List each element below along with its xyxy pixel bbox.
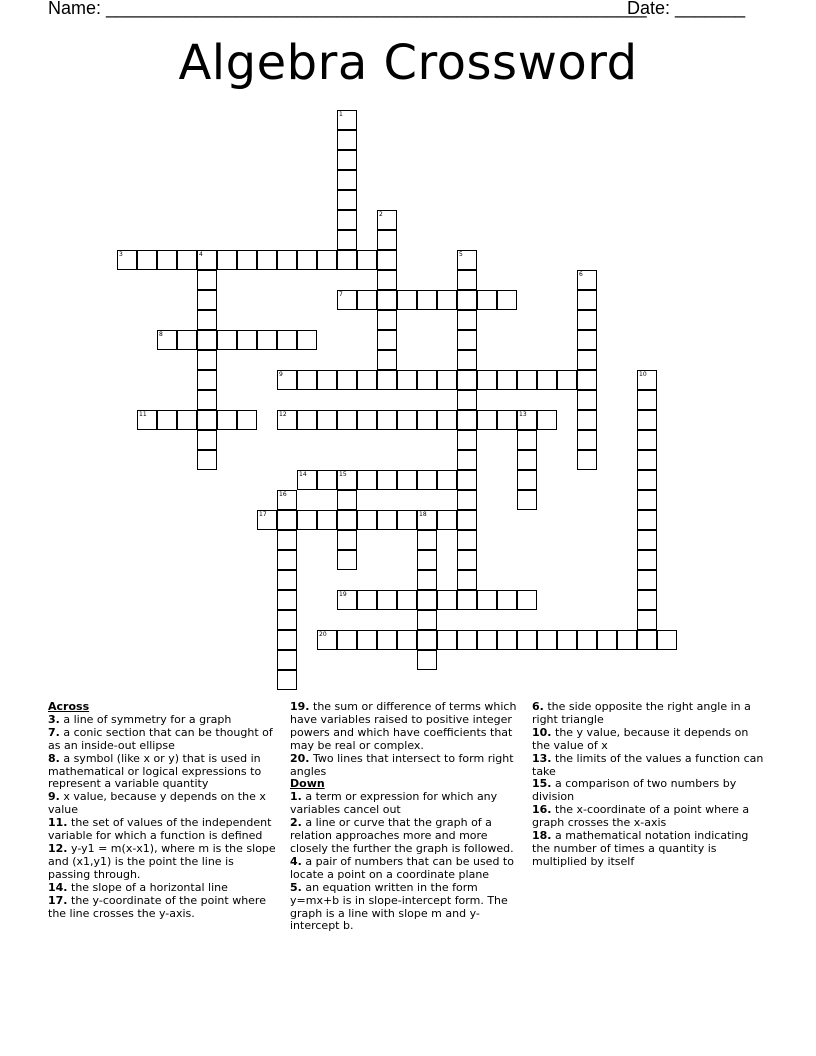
crossword-cell[interactable] — [497, 630, 517, 650]
crossword-cell[interactable] — [337, 550, 357, 570]
crossword-cell[interactable] — [577, 310, 597, 330]
crossword-cell[interactable] — [397, 510, 417, 530]
clue-number: 11 — [139, 411, 147, 418]
crossword-cell[interactable] — [117, 250, 137, 270]
crossword-cell[interactable] — [637, 510, 657, 530]
crossword-cell[interactable] — [337, 210, 357, 230]
crossword-cell[interactable] — [457, 410, 477, 430]
crossword-cell[interactable] — [437, 290, 457, 310]
crossword-cell[interactable] — [237, 250, 257, 270]
clue-text: the set of values of the independent variable for which a function is defined — [48, 816, 272, 843]
crossword-cell[interactable] — [297, 330, 317, 350]
crossword-cell[interactable] — [637, 370, 657, 390]
crossword-cell[interactable] — [197, 350, 217, 370]
crossword-cell[interactable] — [237, 410, 257, 430]
crossword-cell[interactable] — [217, 250, 237, 270]
crossword-cell[interactable] — [357, 630, 377, 650]
crossword-cell[interactable] — [457, 490, 477, 510]
crossword-cell[interactable] — [577, 450, 597, 470]
clue-number: 18 — [419, 511, 427, 518]
clue-number: 5 — [459, 251, 463, 258]
clue-text: the limits of the values a function can take — [532, 751, 764, 778]
across-clue — [48, 895, 276, 921]
crossword-cell[interactable] — [637, 430, 657, 450]
crossword-cell[interactable] — [377, 510, 397, 530]
clue-num: 12. — [48, 841, 68, 855]
clue-number: 14 — [299, 471, 307, 478]
crossword-cell[interactable] — [537, 370, 557, 390]
clue-num: 14. — [48, 880, 68, 894]
crossword-cell[interactable] — [457, 290, 477, 310]
crossword-cell[interactable] — [157, 330, 177, 350]
clue-text: the y value, because it depends on the value of x — [532, 725, 749, 752]
crossword-cell[interactable] — [577, 370, 597, 390]
crossword-cell[interactable] — [417, 530, 437, 550]
crossword-cell[interactable] — [417, 570, 437, 590]
crossword-cell[interactable] — [457, 630, 477, 650]
crossword-cell[interactable] — [577, 270, 597, 290]
crossword-cell[interactable] — [197, 370, 217, 390]
crossword-cell[interactable] — [357, 470, 377, 490]
crossword-cell[interactable] — [637, 490, 657, 510]
crossword-cell[interactable] — [357, 370, 377, 390]
crossword-cell[interactable] — [657, 630, 677, 650]
crossword-cell[interactable] — [297, 370, 317, 390]
page-title: Algebra Crossword — [178, 35, 638, 91]
clue-num: 2. — [290, 816, 302, 830]
crossword-cell[interactable] — [277, 330, 297, 350]
clue-text: a symbol (like x or y) that is used in mathematical or logical expressions to represent a variable quantity — [48, 751, 262, 791]
crossword-cell[interactable] — [397, 590, 417, 610]
crossword-cell[interactable] — [437, 510, 457, 530]
crossword-cell[interactable] — [257, 510, 277, 530]
crossword-cell[interactable] — [397, 410, 417, 430]
clue-text: the slope of a horizontal line — [71, 880, 228, 894]
crossword-cell[interactable] — [377, 590, 397, 610]
clue-number: 1 — [339, 111, 343, 118]
crossword-cell[interactable] — [177, 250, 197, 270]
crossword-cell[interactable] — [377, 290, 397, 310]
across-clue — [48, 817, 276, 843]
clue-num: 20. — [290, 751, 310, 765]
crossword-cell[interactable] — [197, 290, 217, 310]
clue-num: 5. — [290, 880, 302, 894]
down-clue — [532, 753, 768, 779]
crossword-cell[interactable] — [637, 530, 657, 550]
crossword-cell[interactable] — [517, 590, 537, 610]
down-clue — [290, 882, 526, 934]
crossword-cell[interactable] — [297, 410, 317, 430]
across-clue — [290, 701, 526, 753]
crossword-cell[interactable] — [257, 250, 277, 270]
crossword-cell[interactable] — [577, 330, 597, 350]
crossword-cell[interactable] — [277, 410, 297, 430]
clue-text: a term or expression for which any variables cancel out — [290, 790, 498, 817]
crossword-cell[interactable] — [437, 630, 457, 650]
crossword-cell[interactable] — [337, 110, 357, 130]
crossword-cell[interactable] — [217, 410, 237, 430]
crossword-cell[interactable] — [417, 650, 437, 670]
clues-column-1 — [48, 701, 276, 920]
crossword-cell[interactable] — [277, 630, 297, 650]
clue-number: 12 — [279, 411, 287, 418]
clue-text: the x-coordinate of a point where a graph crosses the x-axis — [532, 803, 750, 830]
crossword-cell[interactable] — [457, 270, 477, 290]
crossword-cell[interactable] — [197, 250, 217, 270]
crossword-cell[interactable] — [457, 530, 477, 550]
across-clue — [48, 753, 276, 792]
crossword-cell[interactable] — [417, 370, 437, 390]
crossword-cell[interactable] — [457, 330, 477, 350]
clue-text: an equation written in the form y=mx+b is in slope-intercept form. The graph is a line with slope m and y-intercept b. — [290, 880, 508, 933]
crossword-cell[interactable] — [357, 590, 377, 610]
crossword-cell[interactable] — [337, 370, 357, 390]
down-heading: Down — [290, 777, 325, 791]
clue-text: the y-coordinate of the point where the line crosses the y-axis. — [48, 893, 266, 920]
crossword-cell[interactable] — [197, 430, 217, 450]
clue-num: 13. — [532, 751, 552, 765]
crossword-cell[interactable] — [297, 510, 317, 530]
clue-text: x value, because y depends on the x value — [48, 790, 266, 817]
crossword-cell[interactable] — [377, 470, 397, 490]
crossword-cell[interactable] — [457, 370, 477, 390]
clue-number: 13 — [519, 411, 527, 418]
clues-column-3 — [532, 701, 768, 869]
clue-text: a mathematical notation indicating the number of times a quantity is multiplied by itself — [532, 829, 749, 868]
date-field-label: Date: _______ — [627, 0, 746, 18]
crossword-cell[interactable] — [377, 250, 397, 270]
crossword-cell[interactable] — [337, 170, 357, 190]
down-clue — [532, 727, 768, 753]
down-clue — [290, 817, 526, 856]
crossword-cell[interactable] — [457, 390, 477, 410]
crossword-cell[interactable] — [397, 470, 417, 490]
down-clue — [532, 830, 768, 869]
down-clue — [532, 701, 768, 727]
crossword-cell[interactable] — [337, 410, 357, 430]
across-heading: Across — [48, 700, 90, 713]
crossword-cell[interactable] — [437, 590, 457, 610]
crossword-cell[interactable] — [277, 250, 297, 270]
crossword-cell[interactable] — [337, 250, 357, 270]
clue-number: 10 — [639, 371, 647, 378]
crossword-cell[interactable] — [197, 390, 217, 410]
crossword-cell[interactable] — [517, 630, 537, 650]
clue-num: 6. — [532, 700, 544, 713]
crossword-cell[interactable] — [377, 210, 397, 230]
crossword-cell[interactable] — [197, 410, 217, 430]
clue-num: 3. — [48, 712, 60, 726]
crossword-cell[interactable] — [417, 550, 437, 570]
clue-num: 18. — [532, 829, 552, 843]
crossword-cell[interactable] — [317, 410, 337, 430]
crossword-cell[interactable] — [337, 230, 357, 250]
crossword-cell[interactable] — [517, 490, 537, 510]
clue-text: a line of symmetry for a graph — [63, 712, 232, 726]
crossword-cell[interactable] — [377, 230, 397, 250]
crossword-cell[interactable] — [457, 310, 477, 330]
clue-text: a comparison of two numbers by division — [532, 777, 737, 804]
down-clue — [290, 856, 526, 882]
crossword-cell[interactable] — [417, 630, 437, 650]
crossword-cell[interactable] — [637, 550, 657, 570]
crossword-cell[interactable] — [337, 490, 357, 510]
crossword-cell[interactable] — [497, 370, 517, 390]
across-clue — [48, 843, 276, 882]
clue-number: 7 — [339, 291, 343, 298]
crossword-cell[interactable] — [497, 590, 517, 610]
crossword-cell[interactable] — [477, 370, 497, 390]
across-clue — [290, 753, 526, 779]
crossword-cell[interactable] — [477, 630, 497, 650]
clue-num: 8. — [48, 751, 60, 765]
crossword-cell[interactable] — [137, 250, 157, 270]
crossword-cell[interactable] — [637, 630, 657, 650]
crossword-cell[interactable] — [457, 590, 477, 610]
crossword-cell[interactable] — [457, 450, 477, 470]
crossword-cell[interactable] — [277, 650, 297, 670]
crossword-cell[interactable] — [177, 330, 197, 350]
crossword-cell[interactable] — [637, 410, 657, 430]
crossword-cell[interactable] — [417, 470, 437, 490]
crossword-cell[interactable] — [457, 570, 477, 590]
clue-text: a conic section that can be thought of as an inside-out ellipse — [48, 725, 273, 752]
crossword-cell[interactable] — [397, 630, 417, 650]
clue-num: 16. — [532, 803, 552, 817]
crossword-cell[interactable] — [417, 610, 437, 630]
clue-number: 16 — [279, 491, 287, 498]
crossword-cell[interactable] — [637, 590, 657, 610]
crossword-cell[interactable] — [277, 670, 297, 690]
crossword-cell[interactable] — [457, 430, 477, 450]
crossword-cell[interactable] — [277, 370, 297, 390]
crossword-cell[interactable] — [457, 550, 477, 570]
crossword-cell[interactable] — [557, 370, 577, 390]
crossword-cell[interactable] — [277, 490, 297, 510]
crossword-cell[interactable] — [297, 470, 317, 490]
crossword-cell[interactable] — [577, 350, 597, 370]
crossword-cell[interactable] — [637, 570, 657, 590]
clue-text: a pair of numbers that can be used to locate a point on a coordinate plane — [290, 854, 514, 881]
clue-number: 3 — [119, 251, 123, 258]
crossword-cell[interactable] — [257, 330, 277, 350]
down-clue — [532, 804, 768, 830]
crossword-cell[interactable] — [517, 430, 537, 450]
clue-number: 20 — [319, 631, 327, 638]
crossword-cell[interactable] — [597, 630, 617, 650]
crossword-cell[interactable] — [317, 250, 337, 270]
crossword-cell[interactable] — [577, 430, 597, 450]
crossword-cell[interactable] — [357, 250, 377, 270]
crossword-cell[interactable] — [317, 470, 337, 490]
crossword-cell[interactable] — [477, 410, 497, 430]
clue-text: Two lines that intersect to form right angles — [290, 751, 514, 778]
crossword-cell[interactable] — [537, 410, 557, 430]
crossword-cell[interactable] — [477, 290, 497, 310]
crossword-cell[interactable] — [577, 410, 597, 430]
crossword-cell[interactable] — [337, 630, 357, 650]
crossword-cell[interactable] — [377, 630, 397, 650]
crossword-cell[interactable] — [417, 290, 437, 310]
clue-number: 17 — [259, 511, 267, 518]
across-clue — [48, 791, 276, 817]
crossword-cell[interactable] — [357, 510, 377, 530]
crossword-cell[interactable] — [177, 410, 197, 430]
crossword-cell[interactable] — [377, 330, 397, 350]
crossword-cell[interactable] — [577, 390, 597, 410]
clue-num: 15. — [532, 777, 552, 791]
crossword-cell[interactable] — [417, 590, 437, 610]
crossword-cell[interactable] — [337, 510, 357, 530]
crossword-cell[interactable] — [437, 370, 457, 390]
crossword-cell[interactable] — [537, 630, 557, 650]
clue-num: 4. — [290, 854, 302, 868]
crossword-cell[interactable] — [337, 130, 357, 150]
crossword-cell[interactable] — [217, 330, 237, 350]
crossword-cell[interactable] — [277, 570, 297, 590]
crossword-cell[interactable] — [137, 410, 157, 430]
crossword-cell[interactable] — [197, 330, 217, 350]
clue-num: 10. — [532, 725, 552, 739]
crossword-cell[interactable] — [277, 610, 297, 630]
crossword-cell[interactable] — [637, 390, 657, 410]
crossword-cell[interactable] — [517, 470, 537, 490]
crossword-cell[interactable] — [517, 370, 537, 390]
crossword-cell[interactable] — [277, 590, 297, 610]
crossword-cell[interactable] — [577, 290, 597, 310]
crossword-cell[interactable] — [457, 470, 477, 490]
crossword-cell[interactable] — [277, 530, 297, 550]
crossword-cell[interactable] — [417, 510, 437, 530]
crossword-cell[interactable] — [577, 630, 597, 650]
clue-num: 1. — [290, 790, 302, 804]
crossword-cell[interactable] — [477, 590, 497, 610]
crossword-cell[interactable] — [377, 350, 397, 370]
crossword-cell[interactable] — [357, 410, 377, 430]
crossword-cell[interactable] — [557, 630, 577, 650]
crossword-cell[interactable] — [457, 350, 477, 370]
crossword-cell[interactable] — [517, 450, 537, 470]
clue-text: y-y1 = m(x-x1), where m is the slope and (x1,y1) is the point the line is passing through. — [48, 841, 276, 881]
crossword-cell[interactable] — [357, 290, 377, 310]
crossword-cell[interactable] — [457, 250, 477, 270]
clue-num: 17. — [48, 893, 68, 907]
crossword-cell[interactable] — [157, 410, 177, 430]
crossword-cell[interactable] — [377, 270, 397, 290]
down-clue — [532, 778, 768, 804]
crossword-cell[interactable] — [417, 410, 437, 430]
clue-text: the side opposite the right angle in a right triangle — [532, 700, 751, 726]
crossword-cell[interactable] — [397, 370, 417, 390]
crossword-cell[interactable] — [377, 310, 397, 330]
crossword-cell[interactable] — [457, 510, 477, 530]
clue-num: 9. — [48, 790, 60, 804]
crossword-cell[interactable] — [437, 470, 457, 490]
crossword-cell[interactable] — [197, 310, 217, 330]
clue-num: 11. — [48, 816, 68, 830]
crossword-cell[interactable] — [337, 590, 357, 610]
clue-number: 8 — [159, 331, 163, 338]
crossword-cell[interactable] — [197, 270, 217, 290]
clue-num: 19. — [290, 700, 310, 713]
crossword-cell[interactable] — [517, 410, 537, 430]
across-clue — [48, 727, 276, 753]
crossword-cell[interactable] — [317, 630, 337, 650]
clue-number: 9 — [279, 371, 283, 378]
clue-number: 15 — [339, 471, 347, 478]
crossword-cell[interactable] — [277, 510, 297, 530]
crossword-cell[interactable] — [637, 470, 657, 490]
clue-number: 6 — [579, 271, 583, 278]
clue-number: 19 — [339, 591, 347, 598]
crossword-cell[interactable] — [377, 370, 397, 390]
crossword-cell[interactable] — [437, 410, 457, 430]
crossword-cell[interactable] — [497, 410, 517, 430]
crossword-cell[interactable] — [337, 470, 357, 490]
crossword-cell[interactable] — [617, 630, 637, 650]
crossword-cell[interactable] — [317, 370, 337, 390]
crossword-cell[interactable] — [337, 190, 357, 210]
crossword-cell[interactable] — [637, 610, 657, 630]
crossword-cell[interactable] — [297, 250, 317, 270]
crossword-cell[interactable] — [157, 250, 177, 270]
crossword-cell[interactable] — [337, 530, 357, 550]
crossword-cell[interactable] — [397, 290, 417, 310]
crossword-cell[interactable] — [337, 290, 357, 310]
crossword-cell[interactable] — [377, 410, 397, 430]
crossword-cell[interactable] — [277, 550, 297, 570]
clue-text: a line or curve that the graph of a relation approaches more and more closely the further the graph is followed. — [290, 816, 514, 855]
crossword-cell[interactable] — [237, 330, 257, 350]
clue-number: 4 — [199, 251, 203, 258]
down-clue — [290, 791, 526, 817]
crossword-cell[interactable] — [637, 450, 657, 470]
crossword-cell[interactable] — [317, 510, 337, 530]
clue-number: 2 — [379, 211, 383, 218]
name-field-label: Name: ______________________________________________________ — [48, 0, 647, 18]
clues-column-2 — [290, 701, 526, 933]
crossword-cell[interactable] — [337, 150, 357, 170]
clue-text: the sum or difference of terms which have variables raised to positive integer powers and which have coefficients that may be real or complex. — [290, 700, 517, 752]
crossword-cell[interactable] — [197, 450, 217, 470]
crossword-cell[interactable] — [497, 290, 517, 310]
clue-num: 7. — [48, 725, 60, 739]
